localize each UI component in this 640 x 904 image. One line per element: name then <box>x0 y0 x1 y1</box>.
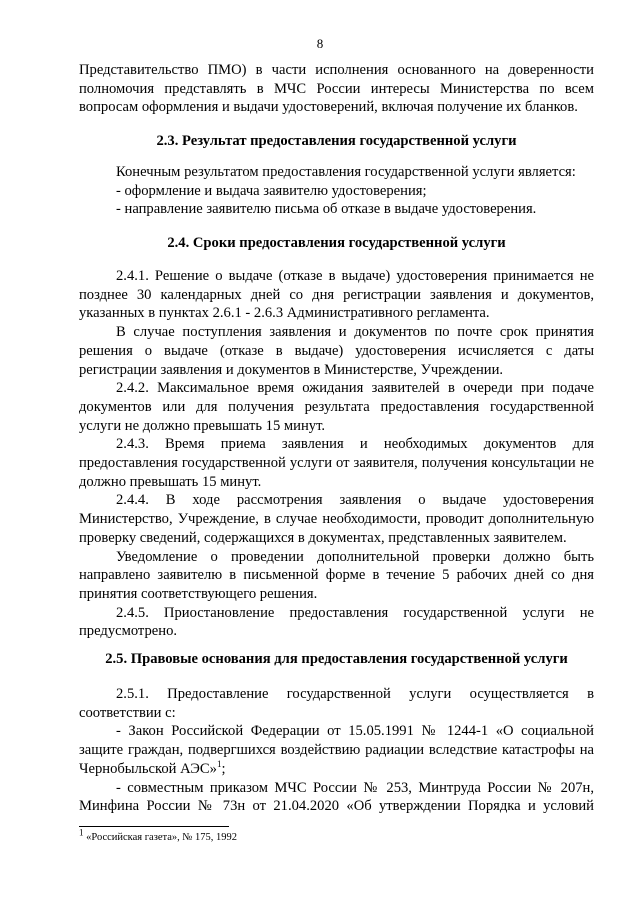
paragraph: 2.4.4. В ходе рассмотрения заявления о выдаче удостоверения Министерство, Учреждение, в случае необходимости, проводит дополнительную проверку сведений, содержащихся в документах, представленных заявителем. <box>79 492 594 546</box>
section-2-5-heading: 2.5. Правовые основания для предоставления государственной услуги <box>105 651 568 667</box>
footnote-number: 1 <box>79 827 84 838</box>
section-2-5-body <box>79 685 594 816</box>
paragraph: 2.4.5. Приостановление предоставления государственной услуги не предусмотрено. <box>79 604 594 640</box>
paragraph: 2.4.2. Максимальное время ожидания заявителей в очереди при подаче документов или для получения результата предоставления государственной услуги не должно превышать 15 минут. <box>79 380 594 434</box>
intro-paragraph: Представительство ПМО) в части исполнения основанного на доверенности полномочия представлять в МЧС России интересы Министерства по всем вопросам оформления и выдачи удостоверений, включая получение их бланков. <box>79 62 594 116</box>
section-2-4-heading: 2.4. Сроки предоставления государственной услуги <box>167 235 506 251</box>
list-item <box>79 722 594 778</box>
footnote-text: «Российская газета», № 175, 1992 <box>83 832 238 843</box>
law-reference: - Закон Российской Федерации от 15.05.1991 № 1244-1 «О социальной защите граждан, подвергшихся воздействию радиации вследствие катастрофы на Чернобыльской АЭС» <box>79 723 594 777</box>
footnote <box>79 827 594 844</box>
paragraph: 2.4.1. Решение о выдаче (отказе в выдаче) удостоверения принимается не позднее 30 календарных дней со дня регистрации заявления и документов, указанных в пунктах 2.6.1 - 2.6.3 Административного регламента. <box>79 268 594 322</box>
list-item: - совместным приказом МЧС России № 253, Минтруда России № 207н, Минфина России № 73н от 21.04.2020 «Об утверждении Порядка и условий <box>79 779 594 815</box>
law-reference-tail: ; <box>221 760 226 777</box>
list-item: - оформление и выдача заявителю удостоверения; <box>116 182 427 199</box>
section-2-3-heading: 2.3. Результат предоставления государственной услуги <box>156 133 517 149</box>
footnote-marker: 1 <box>216 758 222 769</box>
paragraph: 2.5.1. Предоставление государственной услуги осуществляется в соответствии с: <box>79 686 594 721</box>
list-item: - направление заявителю письма об отказе в выдаче удостоверения. <box>116 201 537 218</box>
paragraph: Конечным результатом предоставления государственной услуги является: <box>116 164 576 180</box>
section-2-3-body <box>79 163 594 219</box>
footnote-separator <box>79 826 229 827</box>
paragraph: В случае поступления заявления и документов по почте срок принятия решения о выдаче (отказе в выдаче) удостоверения исчисляется с даты регистрации заявления и документов в Министерстве, Учреждении. <box>79 324 594 378</box>
section-2-4-body <box>79 267 594 641</box>
intro-block <box>79 61 594 117</box>
paragraph: Уведомление о проведении дополнительной проверки должно быть направлено заявителю в письменной форме в течение 5 рабочих дней со дня принятия соответствующего решения. <box>79 548 594 602</box>
page-number: 8 <box>316 36 324 51</box>
paragraph: 2.4.3. Время приема заявления и необходимых документов для предоставления государственной услуги от заявителя, получения консультации не должно превышать 15 минут. <box>79 436 594 490</box>
